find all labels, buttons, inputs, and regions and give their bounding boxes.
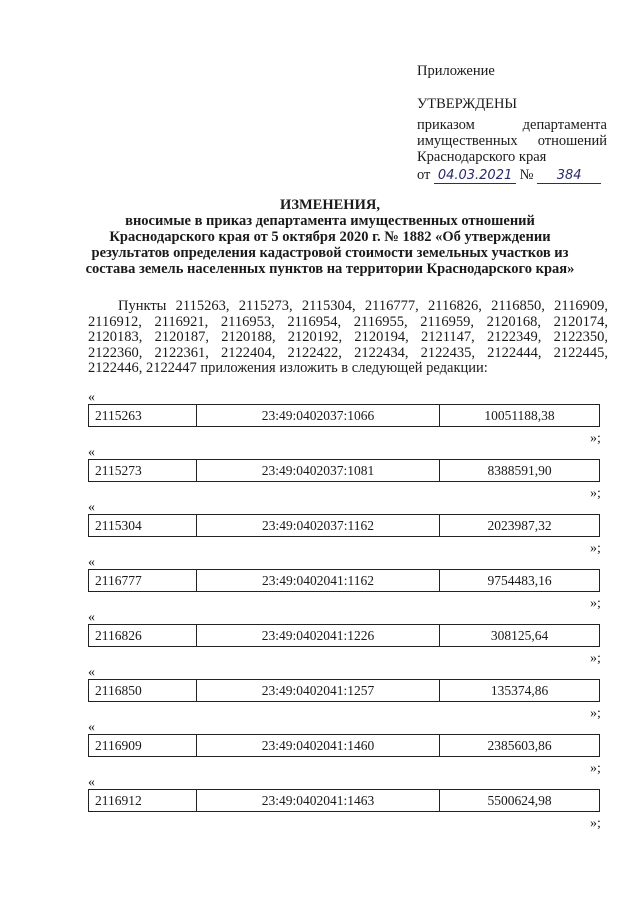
quote-open: «	[88, 500, 95, 515]
quote-close: »;	[590, 816, 601, 831]
order-date-number	[417, 167, 601, 184]
record-table	[88, 459, 600, 482]
record-table	[88, 624, 600, 647]
property-line	[417, 133, 607, 150]
cadastral-number: 23:49:0402041:1460	[197, 735, 440, 757]
quote-close: »;	[590, 486, 601, 501]
paragraph-line-3: 2120183, 2120187, 2120188, 2120192, 2120194, 2121147, 2122349, 2122350,	[88, 329, 608, 346]
cadastral-value: 135374,86	[440, 680, 600, 702]
department-word: департамента	[522, 117, 607, 133]
paragraph-line-1: Пункты 2115263, 2115273, 2115304, 2116777, 2116826, 2116850, 2116909,	[118, 298, 608, 314]
cadastral-number: 23:49:0402041:1463	[197, 790, 440, 812]
property-word-1: имущественных	[417, 133, 518, 149]
point-number: 2116777	[89, 570, 197, 592]
quote-close: »;	[590, 541, 601, 556]
quote-close: »;	[590, 596, 601, 611]
from-label: от	[417, 167, 431, 183]
quote-open: «	[88, 445, 95, 460]
paragraph-line-4: 2122360, 2122361, 2122404, 2122422, 2122434, 2122435, 2122444, 2122445,	[88, 344, 608, 361]
quote-close: »;	[590, 706, 601, 721]
title-line-4: состава земель населенных пунктов на территории Краснодарского края»	[85, 261, 575, 277]
cadastral-number: 23:49:0402037:1066	[197, 405, 440, 427]
point-number: 2115273	[89, 460, 197, 482]
cadastral-number: 23:49:0402041:1162	[197, 570, 440, 592]
document-title	[80, 197, 580, 277]
cadastral-value: 308125,64	[440, 625, 600, 647]
body-paragraph	[88, 299, 608, 377]
quote-open: «	[88, 390, 95, 405]
region-line: Краснодарского края	[417, 149, 547, 165]
record-table	[88, 789, 600, 812]
quote-close: »;	[590, 651, 601, 666]
paragraph-line-5: 2122446, 2122447 приложения изложить в следующей редакции:	[88, 360, 488, 377]
point-number: 2116909	[89, 735, 197, 757]
title-line-2: Краснодарского края от 5 октября 2020 г. № 1882 «Об утверждении	[109, 229, 551, 245]
cadastral-value: 10051188,38	[440, 405, 600, 427]
property-word-2: отношений	[537, 133, 607, 149]
cadastral-value: 8388591,90	[440, 460, 600, 482]
record-table	[88, 734, 600, 757]
appendix-label: Приложение	[417, 63, 495, 79]
record-table	[88, 569, 600, 592]
cadastral-value: 5500624,98	[440, 790, 600, 812]
quote-open: «	[88, 665, 95, 680]
record-table	[88, 404, 600, 427]
point-number: 2116912	[89, 790, 197, 812]
order-number: 384	[537, 168, 601, 184]
number-label: №	[519, 167, 534, 183]
cadastral-number: 23:49:0402037:1162	[197, 515, 440, 537]
point-number: 2115263	[89, 405, 197, 427]
approved-label: УТВЕРЖДЕНЫ	[417, 96, 518, 112]
record-table	[88, 514, 600, 537]
point-number: 2116850	[89, 680, 197, 702]
point-number: 2115304	[89, 515, 197, 537]
cadastral-value: 9754483,16	[440, 570, 600, 592]
quote-open: «	[88, 555, 95, 570]
quote-open: «	[88, 610, 95, 625]
cadastral-value: 2023987,32	[440, 515, 600, 537]
title-line-3: результатов определения кадастровой стоимости земельных участков из	[91, 245, 569, 261]
cadastral-number: 23:49:0402041:1257	[197, 680, 440, 702]
quote-close: »;	[590, 761, 601, 776]
cadastral-value: 2385603,86	[440, 735, 600, 757]
point-number: 2116826	[89, 625, 197, 647]
quote-close: »;	[590, 431, 601, 446]
order-date: 04.03.2021	[434, 168, 516, 184]
record-table	[88, 679, 600, 702]
quote-open: «	[88, 720, 95, 735]
cadastral-number: 23:49:0402037:1081	[197, 460, 440, 482]
title-heading: ИЗМЕНЕНИЯ,	[280, 197, 380, 213]
quote-open: «	[88, 775, 95, 790]
paragraph-line-2: 2116912, 2116921, 2116953, 2116954, 2116955, 2116959, 2120168, 2120174,	[88, 313, 608, 330]
order-word: приказом	[417, 117, 475, 133]
cadastral-number: 23:49:0402041:1226	[197, 625, 440, 647]
order-line	[417, 117, 607, 134]
title-line-1: вносимые в приказ департамента имущественных отношений	[125, 213, 535, 229]
